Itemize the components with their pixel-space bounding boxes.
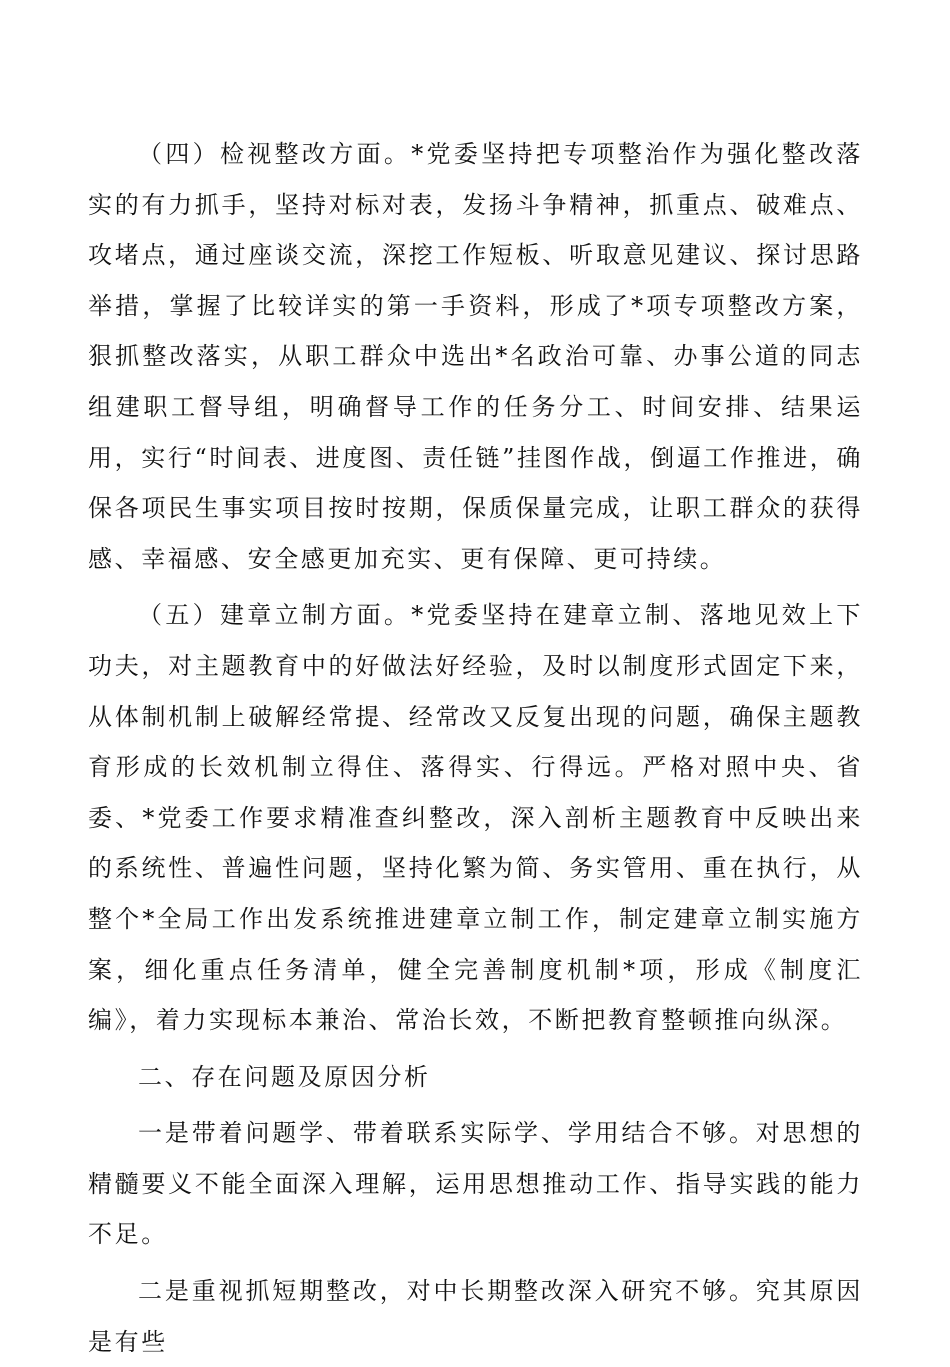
paragraph-problem-two: 二是重视抓短期整改，对中长期整改深入研究不够。究其原因是有些 bbox=[88, 1277, 863, 1356]
paragraph-inspection-rectification: （四）检视整改方面。*党委坚持把专项整治作为强化整改落实的有力抓手，坚持对标对表，发扬斗争精神，抓重点、破难点、攻堵点，通过座谈交流，深挖工作短板、听取意见建议、探讨思路举措，掌握了比较详实的第一手资料，形成了*项专项整改方案，狠抓整改落实，从职工群众中选出*名政治可靠、办事公道的同志组建职工督导组，明确督导工作的任务分工、时间安排、结果运用，实行“时间表、进度图、责任链”挂图作战，倒逼工作推进，确保各项民生事实项目按时按期，保质保量完成，让职工群众的获得感、幸福感、安全感更加充实、更有保障、更可持续。 bbox=[88, 140, 863, 573]
document-body bbox=[88, 129, 863, 1367]
paragraph-rules-institutions: （五）建章立制方面。*党委坚持在建章立制、落地见效上下功夫，对主题教育中的好做法好经验，及时以制度形式固定下来，从体制机制上破解经常提、经常改又反复出现的问题，确保主题教育形成的长效机制立得住、落得实、行得远。严格对照中央、省委、*党委工作要求精准查纠整改，深入剖析主题教育中反映出来的系统性、普遍性问题，坚持化繁为简、务实管用、重在执行，从整个*全局工作出发系统推进建章立制工作，制定建章立制实施方案，细化重点任务清单，健全完善制度机制*项，形成《制度汇编》，着力实现标本兼治、常治长效，不断把教育整顿推向纵深。 bbox=[88, 601, 863, 1035]
section-heading-problems-causes: 二、存在问题及原因分析 bbox=[138, 1062, 431, 1091]
paragraph-problem-one: 一是带着问题学、带着联系实际学、学用结合不够。对思想的精髓要义不能全面深入理解，运用思想推动工作、指导实践的能力不足。 bbox=[88, 1119, 863, 1249]
